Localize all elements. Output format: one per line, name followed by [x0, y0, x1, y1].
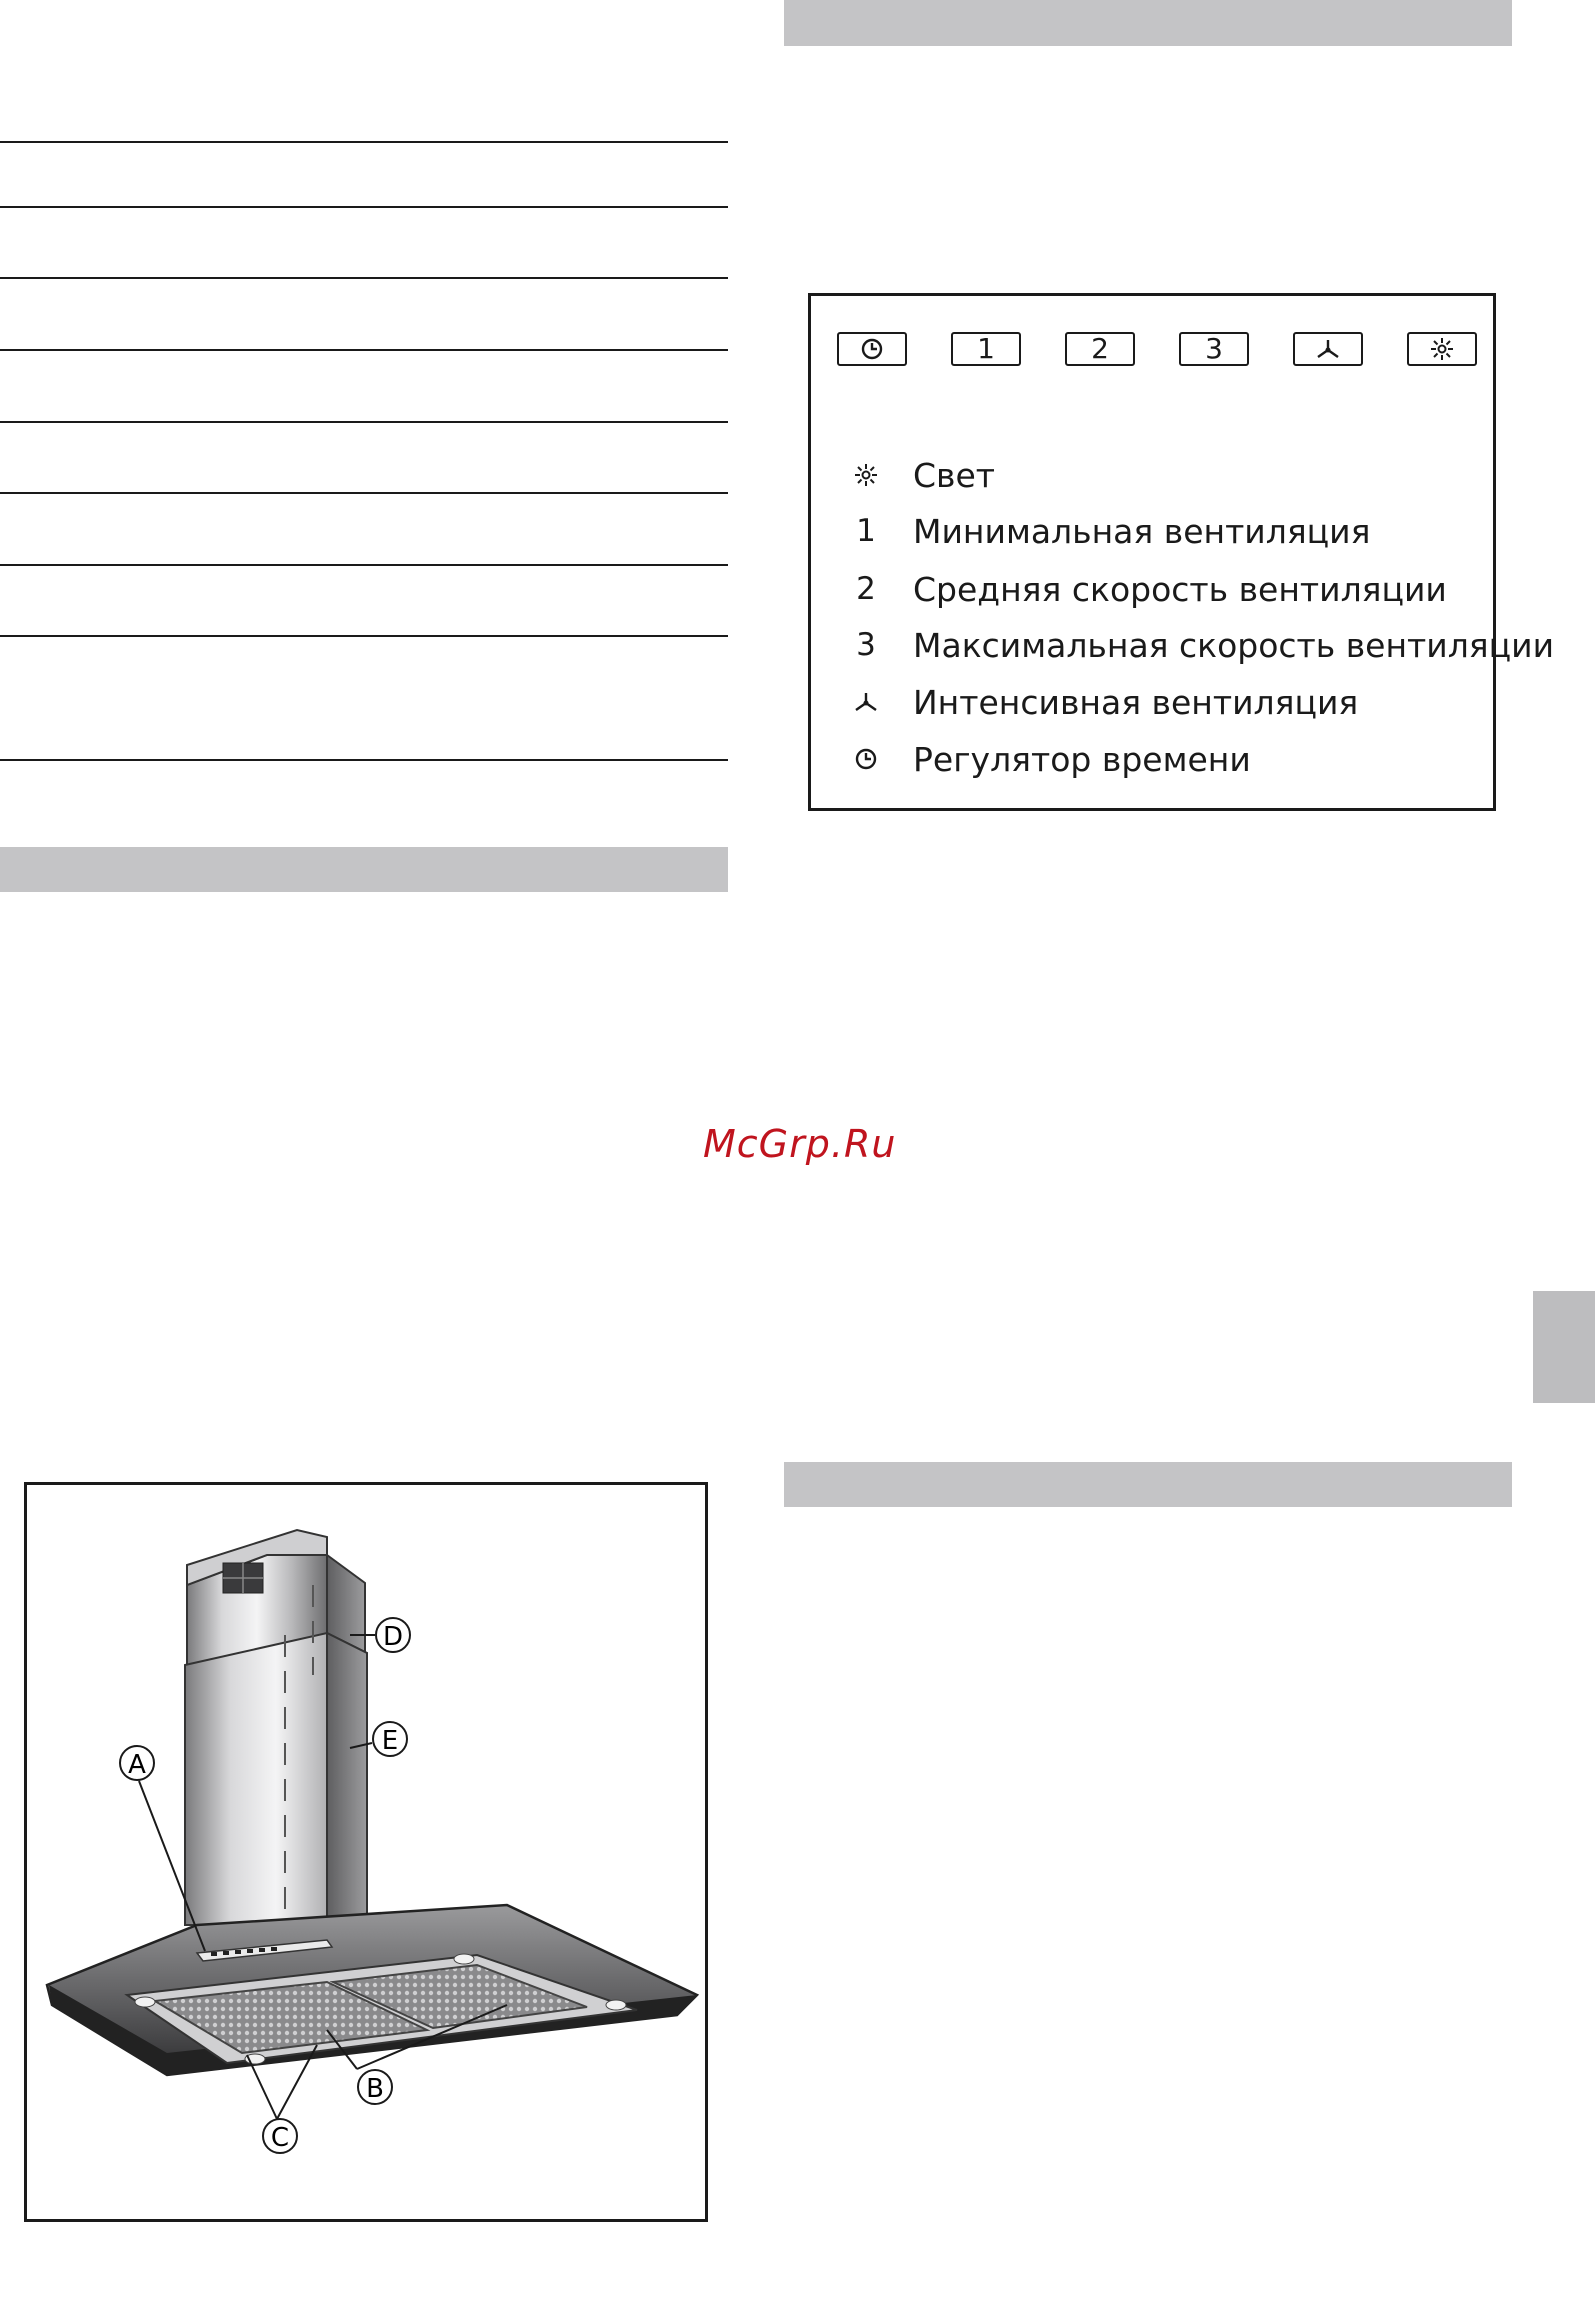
callout-b: [358, 2070, 392, 2104]
legend-item-speed-3: [841, 620, 1554, 670]
legend-symbol: 1: [856, 513, 876, 549]
table-rule: [0, 492, 728, 494]
table-rule: [0, 564, 728, 566]
table-rule: [0, 277, 728, 279]
clock-icon: [860, 337, 884, 361]
legend-text: Минимальная вентиляция: [913, 511, 1371, 551]
legend-symbol: 3: [856, 627, 876, 663]
table-rule: [0, 421, 728, 423]
callout-d: [376, 1618, 410, 1652]
intensive-button[interactable]: [1293, 332, 1363, 366]
timer-button[interactable]: [837, 332, 907, 366]
fan-icon: [1314, 337, 1342, 361]
fan-icon: [852, 690, 880, 714]
table-rule: [0, 349, 728, 351]
section-header-bar: [784, 0, 1512, 46]
light-icon: [1429, 336, 1455, 362]
legend-item-intensive: [841, 677, 1358, 727]
range-hood-drawing: [27, 1485, 705, 2219]
legend-item-speed-2: [841, 564, 1447, 614]
section-header-bar: [784, 1462, 1512, 1507]
speed-2-button[interactable]: 2: [1065, 332, 1135, 366]
callout-a: [120, 1746, 154, 1780]
svg-text:B: B: [366, 2074, 384, 2104]
legend-text: Свет: [913, 455, 996, 495]
legend-text: Средняя скорость вентиляции: [913, 569, 1447, 609]
legend-item-speed-1: [841, 506, 1370, 556]
legend-symbol: 2: [856, 571, 876, 607]
legend-item-timer: [841, 734, 1251, 784]
svg-text:C: C: [270, 2123, 290, 2153]
section-header-bar: [0, 847, 728, 892]
table-rule: [0, 206, 728, 208]
light-button[interactable]: [1407, 332, 1477, 366]
light-icon: [853, 462, 879, 488]
legend-text: Регулятор времени: [913, 739, 1251, 779]
table-rule: [0, 141, 728, 143]
speed-1-button[interactable]: 1: [951, 332, 1021, 366]
svg-text:A: A: [128, 1750, 146, 1780]
table-rule: [0, 635, 728, 637]
clock-icon: [854, 747, 878, 771]
svg-text:E: E: [381, 1726, 399, 1756]
speed-3-button[interactable]: 3: [1179, 332, 1249, 366]
range-hood-illustration: [24, 1482, 708, 2222]
control-panel-diagram: [808, 293, 1555, 811]
legend-text: Максимальная скорость вентиляции: [913, 625, 1555, 665]
callout-c: [263, 2119, 297, 2153]
legend-item-light: [841, 450, 995, 500]
callout-e: [373, 1722, 407, 1756]
table-rule: [0, 759, 728, 761]
watermark: McGrp.Ru: [703, 1122, 897, 1166]
page-edge-tab: [1533, 1291, 1595, 1403]
legend-text: Интенсивная вентиляция: [913, 682, 1359, 722]
svg-text:D: D: [382, 1622, 404, 1652]
